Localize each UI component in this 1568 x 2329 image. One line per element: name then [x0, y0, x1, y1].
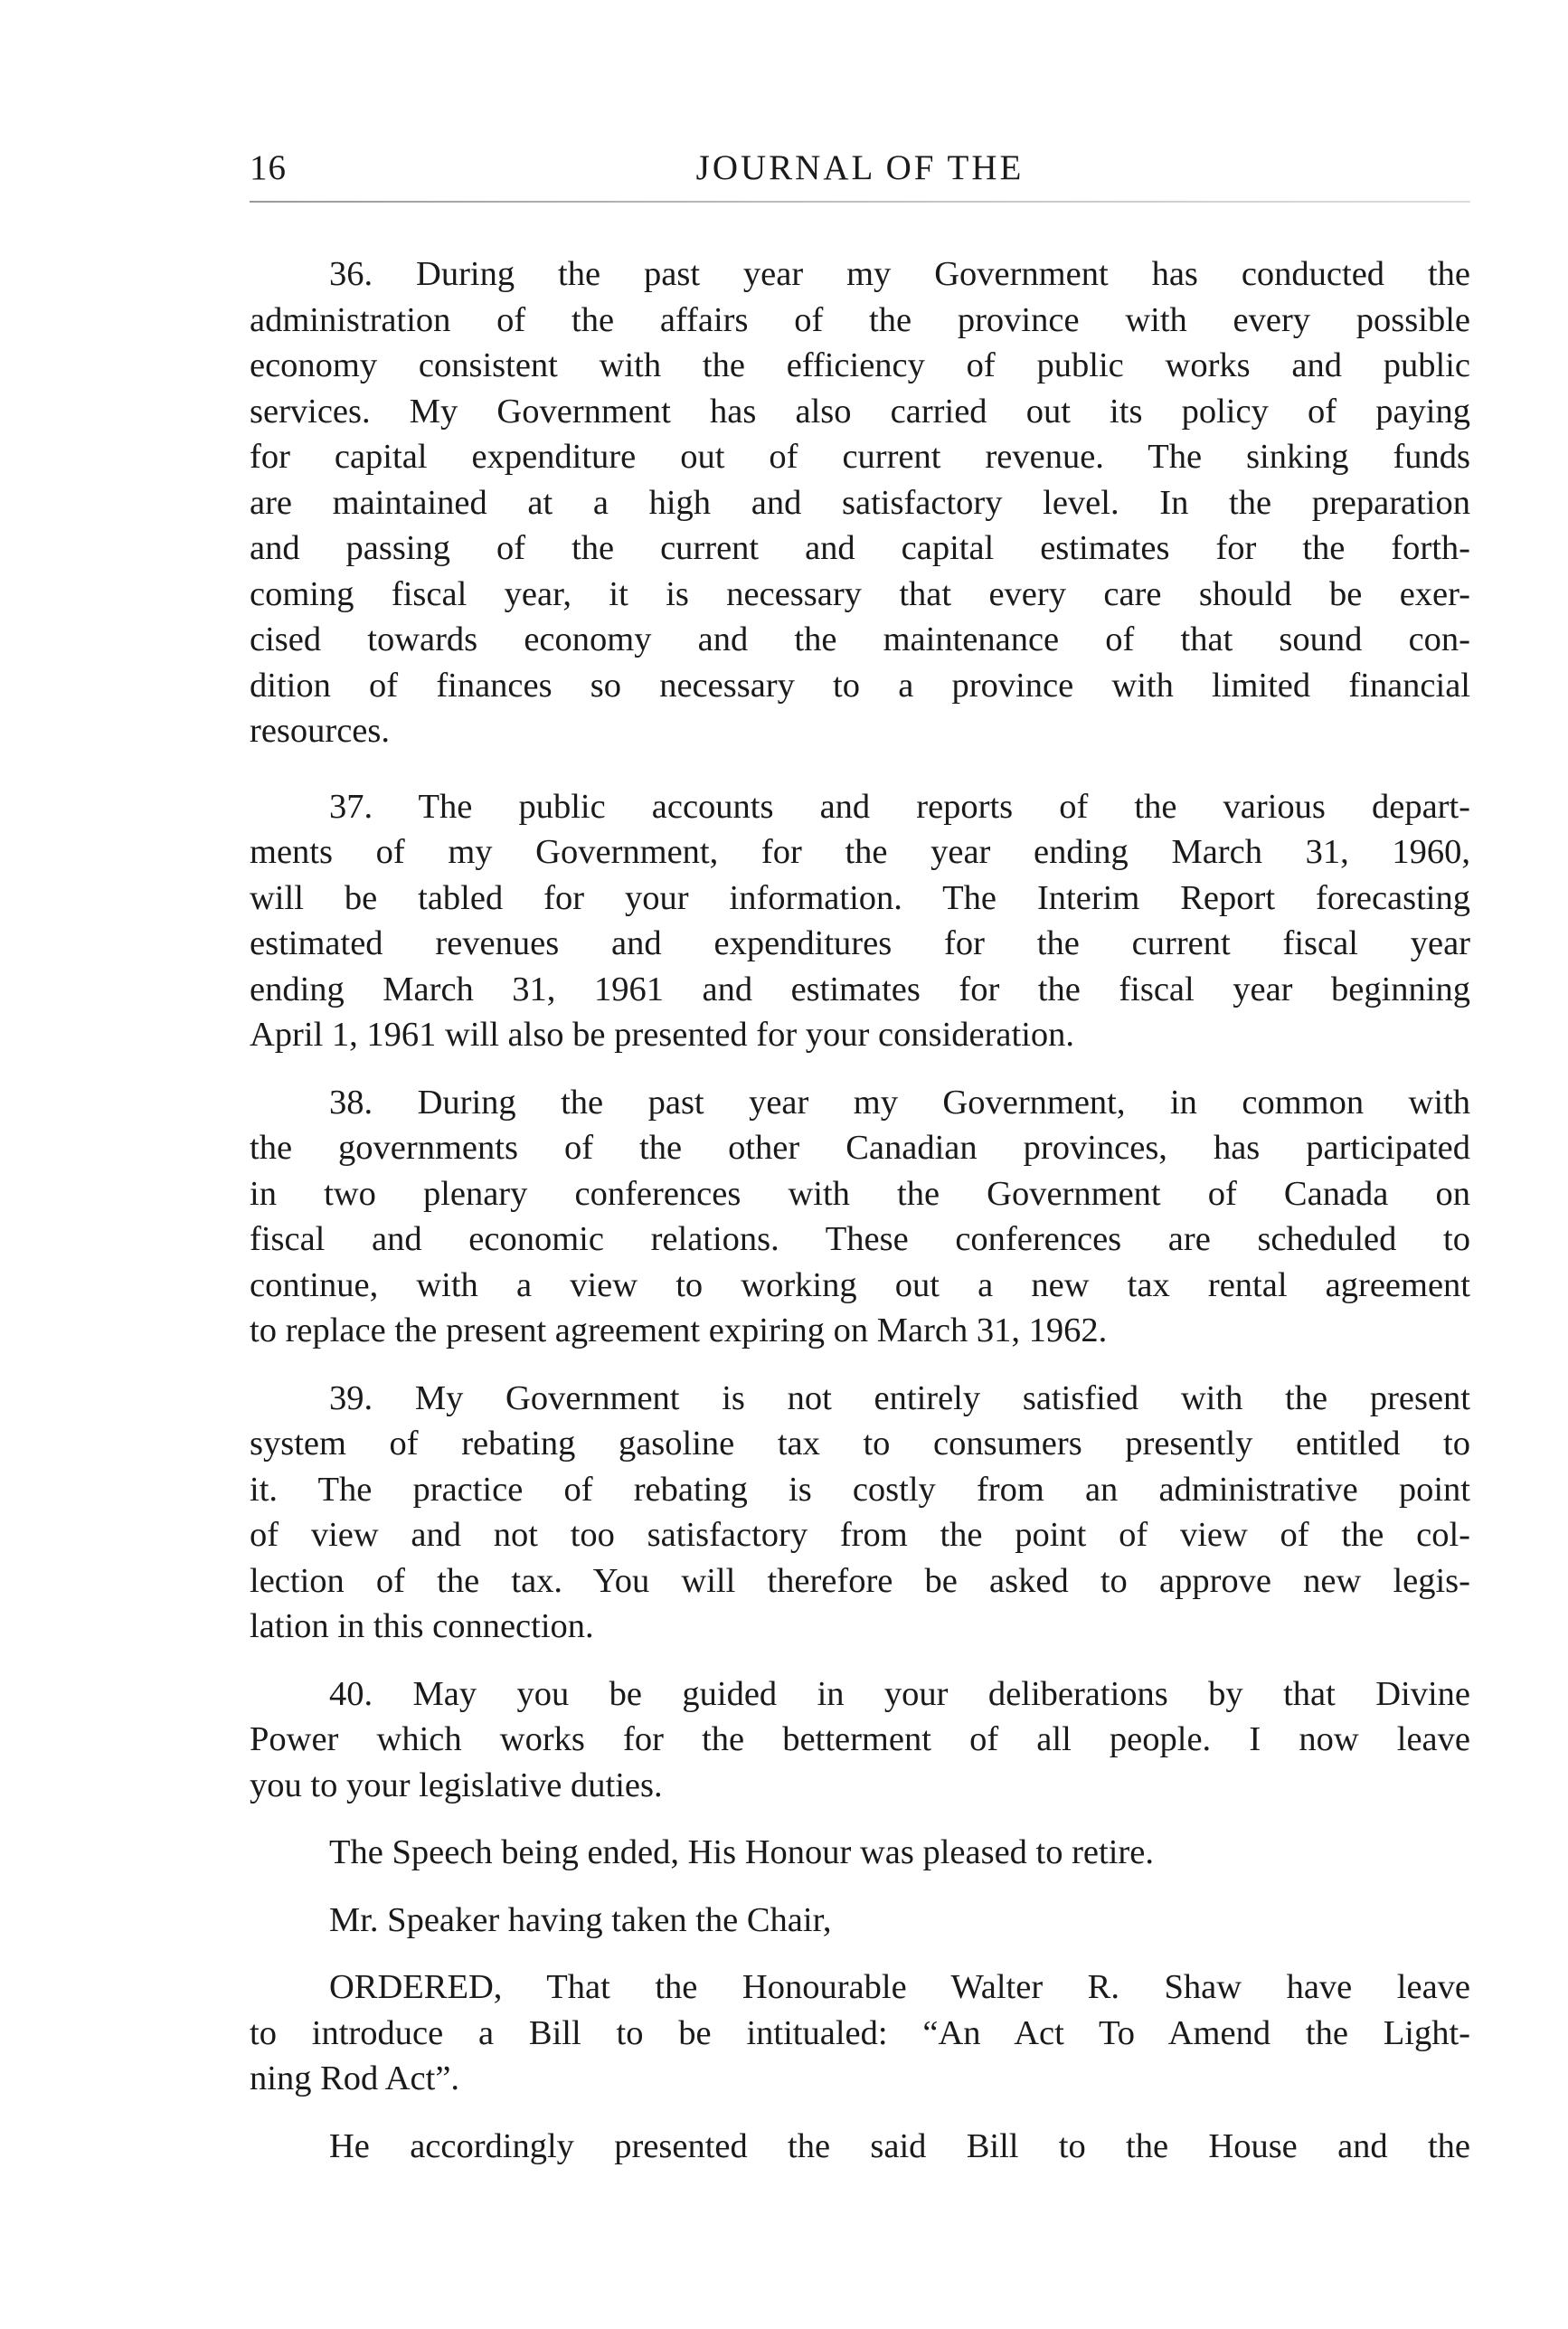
text-line: dition of finances so necessary to a province with limited financial	[250, 666, 1470, 705]
header-rule	[250, 201, 1470, 203]
text-line: to replace the present agreement expiring on March 31, 1962.	[250, 1311, 1108, 1349]
text-line: 39. My Government is not entirely satisfied with the present	[329, 1378, 1470, 1417]
text-line: April 1, 1961 will also be presented for your consideration.	[250, 1016, 1075, 1054]
text-line: services. My Government has also carried out its policy of paying	[250, 392, 1470, 431]
paragraph-speech-ended	[250, 1830, 1470, 1876]
text-line: fiscal and economic relations. These conferences are scheduled to	[250, 1220, 1470, 1258]
text-line: in two plenary conferences with the Government of Canada on	[250, 1174, 1470, 1213]
text-line: resources.	[250, 712, 390, 750]
text-line: The Speech being ended, His Honour was pleased to retire.	[329, 1833, 1154, 1871]
text-line: 38. During the past year my Government, in common with	[329, 1083, 1470, 1122]
paragraph-39	[250, 1376, 1470, 1650]
text-line: ending March 31, 1961 and estimates for the fiscal year beginning	[250, 970, 1470, 1008]
page-number: 16	[250, 148, 287, 187]
text-line: lation in this connection.	[250, 1607, 594, 1645]
text-line: ORDERED, That the Honourable Walter R. Shaw have leave	[329, 1968, 1470, 2006]
text-line: cised towards economy and the maintenance of that sound con-	[250, 620, 1470, 658]
body-text	[250, 251, 1470, 2169]
text-line: and passing of the current and capital estimates for the forth-	[250, 529, 1470, 567]
text-line: ning Rod Act”.	[250, 2059, 460, 2097]
text-line: ments of my Government, for the year ending March 31, 1960,	[250, 833, 1470, 871]
text-line: Mr. Speaker having taken the Chair,	[329, 1900, 832, 1939]
text-line: coming fiscal year, it is necessary that every care should be exer-	[250, 574, 1470, 613]
paragraph-40	[250, 1671, 1470, 1809]
text-line: 37. The public accounts and reports of the various depart-	[329, 787, 1470, 826]
paragraph-speaker-chair	[250, 1898, 1470, 1944]
text-line: to introduce a Bill to be intitualed: “An Act To Amend the Light-	[250, 2013, 1470, 2052]
paragraph-37	[250, 784, 1470, 1058]
text-line: lection of the tax. You will therefore be asked to approve new legis-	[250, 1561, 1470, 1600]
text-line: continue, with a view to working out a new tax rental agreement	[250, 1265, 1470, 1304]
running-head: JOURNAL OF THE	[695, 148, 1025, 187]
paragraph-38	[250, 1080, 1470, 1354]
text-line: the governments of the other Canadian provinces, has participated	[250, 1129, 1470, 1167]
text-line: 36. During the past year my Government has conducted the	[329, 255, 1470, 293]
text-line: you to your legislative duties.	[250, 1766, 663, 1804]
text-line: are maintained at a high and satisfactory level. In the preparation	[250, 483, 1470, 522]
paragraph-ordered	[250, 1965, 1470, 2102]
paragraph-36	[250, 251, 1470, 754]
text-line: He accordingly presented the said Bill to the House and the	[329, 2126, 1470, 2165]
text-line: for capital expenditure out of current revenue. The sinking funds	[250, 438, 1470, 476]
paragraph-presented	[250, 2124, 1470, 2170]
text-line: 40. May you be guided in your deliberations by that Divine	[329, 1674, 1470, 1713]
text-line: it. The practice of rebating is costly from an administrative point	[250, 1470, 1470, 1509]
text-line: will be tabled for your information. The Interim Report forecasting	[250, 878, 1470, 917]
text-line: Power which works for the betterment of all people. I now leave	[250, 1720, 1470, 1758]
text-line: of view and not too satisfactory from the point of view of the col-	[250, 1516, 1470, 1554]
text-line: administration of the affairs of the province with every possible	[250, 300, 1470, 339]
text-line: economy consistent with the efficiency of public works and public	[250, 346, 1470, 384]
page-header	[250, 140, 1470, 194]
text-line: system of rebating gasoline tax to consumers presently entitled to	[250, 1425, 1470, 1463]
text-line: estimated revenues and expenditures for the current fiscal year	[250, 924, 1470, 962]
